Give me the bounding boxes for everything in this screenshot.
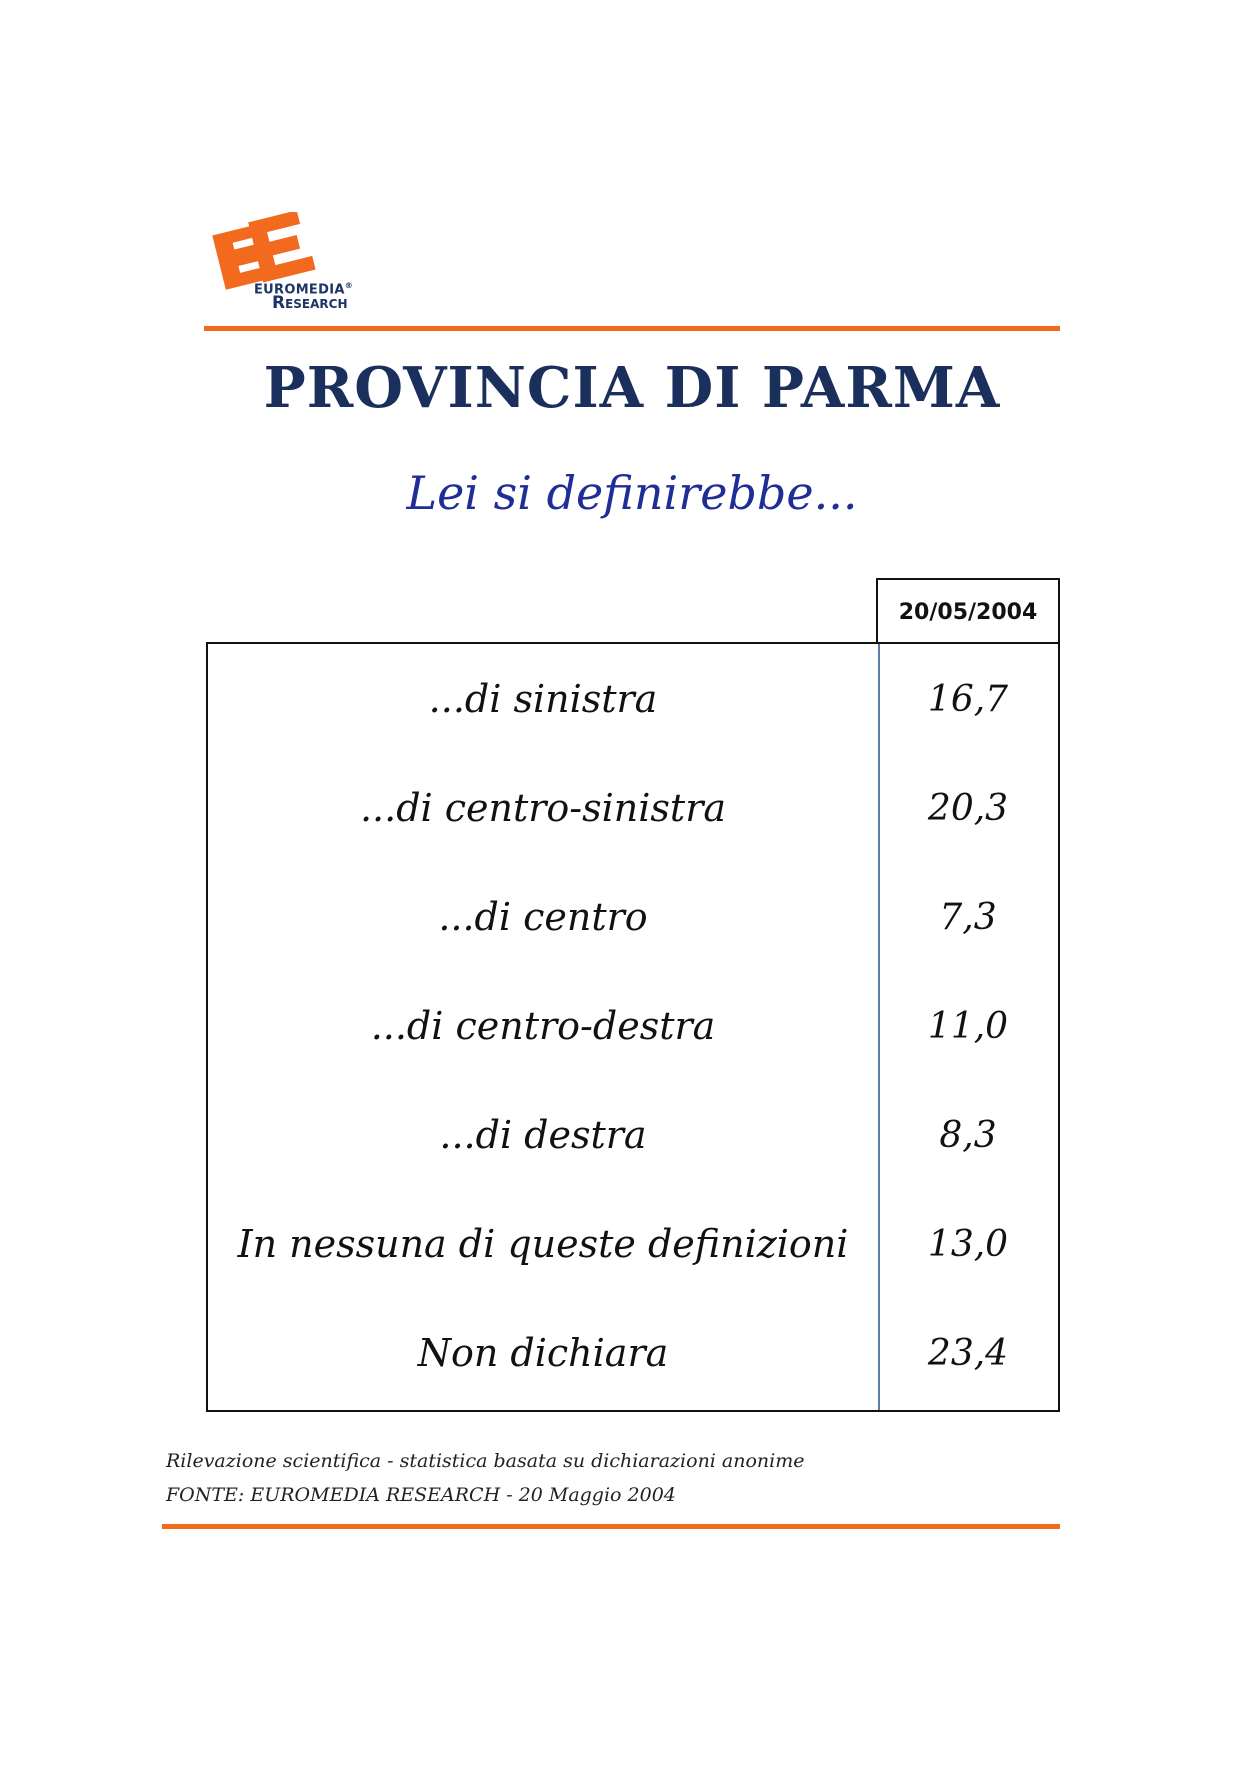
logo-wordmark xyxy=(254,282,353,312)
row-label: ...di destra xyxy=(439,1113,647,1157)
table-row xyxy=(208,971,1058,1081)
row-value: 7,3 xyxy=(939,896,997,938)
logo-brand-line2: ESEARCH xyxy=(285,297,348,312)
row-label: ...di sinistra xyxy=(428,677,658,721)
logo-registered-mark: ® xyxy=(344,281,354,290)
row-value: 16,7 xyxy=(927,678,1009,720)
table-row xyxy=(208,1080,1058,1190)
row-value: 11,0 xyxy=(927,1005,1009,1047)
logo-brand-initial: R xyxy=(272,293,286,314)
results-table xyxy=(206,642,1060,1412)
methodology-note: Rilevazione scientifica - statistica basata su dichiarazioni anonime xyxy=(166,1450,805,1472)
row-label: Non dichiara xyxy=(417,1331,669,1375)
table-row xyxy=(208,644,1058,754)
logo-brand-line1: EUROMEDIA xyxy=(254,282,345,298)
page-subtitle: Lei si definirebbe... xyxy=(406,466,858,520)
row-label: ...di centro xyxy=(438,895,648,939)
date-column-header: 20/05/2004 xyxy=(876,578,1060,644)
bottom-divider xyxy=(162,1524,1060,1529)
row-label: ...di centro-sinistra xyxy=(359,786,727,830)
table-row xyxy=(208,1298,1058,1408)
row-label: In nessuna di queste definizioni xyxy=(237,1222,849,1266)
row-value: 23,4 xyxy=(927,1332,1009,1374)
top-divider xyxy=(204,326,1060,331)
euromedia-mark-icon xyxy=(210,212,330,292)
row-value: 13,0 xyxy=(927,1223,1009,1265)
source-note: FONTE: EUROMEDIA RESEARCH - 20 Maggio 2004 xyxy=(166,1484,676,1506)
table-row xyxy=(208,1189,1058,1299)
row-label: ...di centro-destra xyxy=(370,1004,716,1048)
row-value: 8,3 xyxy=(939,1114,997,1156)
table-row xyxy=(208,862,1058,972)
page-title: PROVINCIA DI PARMA xyxy=(263,355,1001,421)
table-row xyxy=(208,753,1058,863)
euromedia-logo xyxy=(210,212,410,312)
row-value: 20,3 xyxy=(927,787,1009,829)
